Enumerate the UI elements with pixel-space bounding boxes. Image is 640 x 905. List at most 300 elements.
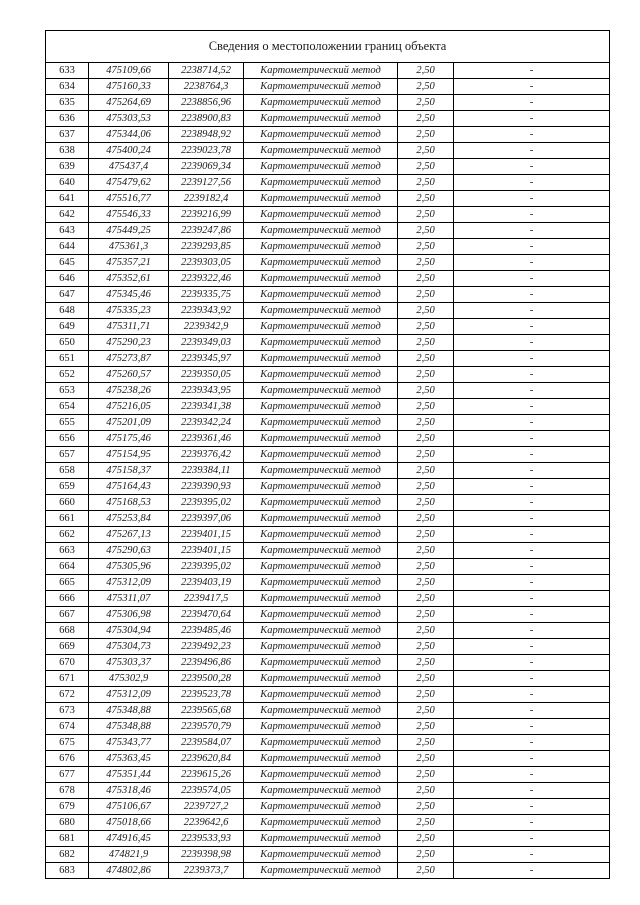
- coord-y-cell: 2238948,92: [169, 127, 244, 143]
- coord-x-cell: 475437,4: [89, 159, 169, 175]
- description-cell: -: [454, 79, 610, 95]
- table-row: [46, 511, 610, 527]
- description-cell: -: [454, 383, 610, 399]
- point-number-cell: 637: [46, 127, 89, 143]
- description-cell: -: [454, 735, 610, 751]
- coord-y-cell: 2239322,46: [169, 271, 244, 287]
- coord-x-cell: 475264,69: [89, 95, 169, 111]
- accuracy-cell: 2,50: [398, 623, 454, 639]
- coord-y-cell: 2239395,02: [169, 495, 244, 511]
- coord-x-cell: 475168,53: [89, 495, 169, 511]
- method-cell: Картометрический метод: [244, 447, 398, 463]
- coord-y-cell: 2239620,84: [169, 751, 244, 767]
- table-row: [46, 463, 610, 479]
- description-cell: -: [454, 143, 610, 159]
- description-cell: -: [454, 175, 610, 191]
- description-cell: -: [454, 543, 610, 559]
- table-row: [46, 415, 610, 431]
- accuracy-cell: 2,50: [398, 815, 454, 831]
- table-row: [46, 607, 610, 623]
- table-row: [46, 687, 610, 703]
- accuracy-cell: 2,50: [398, 207, 454, 223]
- table-row: [46, 207, 610, 223]
- description-cell: -: [454, 415, 610, 431]
- point-number-cell: 640: [46, 175, 89, 191]
- coord-y-cell: 2239069,34: [169, 159, 244, 175]
- point-number-cell: 669: [46, 639, 89, 655]
- coord-x-cell: 475290,23: [89, 335, 169, 351]
- method-cell: Картометрический метод: [244, 511, 398, 527]
- table-row: [46, 655, 610, 671]
- table-body: [46, 63, 610, 879]
- point-number-cell: 663: [46, 543, 89, 559]
- description-cell: -: [454, 591, 610, 607]
- coord-x-cell: 475311,71: [89, 319, 169, 335]
- accuracy-cell: 2,50: [398, 367, 454, 383]
- table-row: [46, 255, 610, 271]
- method-cell: Картометрический метод: [244, 111, 398, 127]
- table-row: [46, 847, 610, 863]
- description-cell: -: [454, 575, 610, 591]
- point-number-cell: 645: [46, 255, 89, 271]
- accuracy-cell: 2,50: [398, 863, 454, 879]
- accuracy-cell: 2,50: [398, 559, 454, 575]
- description-cell: -: [454, 687, 610, 703]
- method-cell: Картометрический метод: [244, 751, 398, 767]
- description-cell: -: [454, 479, 610, 495]
- accuracy-cell: 2,50: [398, 111, 454, 127]
- point-number-cell: 634: [46, 79, 89, 95]
- method-cell: Картометрический метод: [244, 735, 398, 751]
- description-cell: -: [454, 239, 610, 255]
- point-number-cell: 660: [46, 495, 89, 511]
- table-row: [46, 719, 610, 735]
- coord-x-cell: 475352,61: [89, 271, 169, 287]
- coord-y-cell: 2239343,95: [169, 383, 244, 399]
- description-cell: -: [454, 607, 610, 623]
- method-cell: Картометрический метод: [244, 479, 398, 495]
- point-number-cell: 633: [46, 63, 89, 79]
- method-cell: Картометрический метод: [244, 607, 398, 623]
- table-row: [46, 863, 610, 879]
- coord-y-cell: 2239523,78: [169, 687, 244, 703]
- table-row: [46, 111, 610, 127]
- description-cell: -: [454, 159, 610, 175]
- point-number-cell: 639: [46, 159, 89, 175]
- description-cell: -: [454, 751, 610, 767]
- table-row: [46, 159, 610, 175]
- coord-x-cell: 475106,67: [89, 799, 169, 815]
- accuracy-cell: 2,50: [398, 335, 454, 351]
- accuracy-cell: 2,50: [398, 479, 454, 495]
- method-cell: Картометрический метод: [244, 463, 398, 479]
- point-number-cell: 683: [46, 863, 89, 879]
- accuracy-cell: 2,50: [398, 431, 454, 447]
- coord-x-cell: 475546,33: [89, 207, 169, 223]
- coord-y-cell: 2239615,26: [169, 767, 244, 783]
- accuracy-cell: 2,50: [398, 191, 454, 207]
- coord-x-cell: 475164,43: [89, 479, 169, 495]
- point-number-cell: 656: [46, 431, 89, 447]
- coord-y-cell: 2239496,86: [169, 655, 244, 671]
- coord-y-cell: 2239390,93: [169, 479, 244, 495]
- coord-y-cell: 2239500,28: [169, 671, 244, 687]
- coord-x-cell: 475109,66: [89, 63, 169, 79]
- description-cell: -: [454, 847, 610, 863]
- table-row: [46, 239, 610, 255]
- method-cell: Картометрический метод: [244, 623, 398, 639]
- coord-x-cell: 475201,09: [89, 415, 169, 431]
- coord-x-cell: 475160,33: [89, 79, 169, 95]
- coord-y-cell: 2239343,92: [169, 303, 244, 319]
- accuracy-cell: 2,50: [398, 735, 454, 751]
- coord-y-cell: 2239345,97: [169, 351, 244, 367]
- table-row: [46, 63, 610, 79]
- coord-x-cell: 475158,37: [89, 463, 169, 479]
- table-row: [46, 623, 610, 639]
- point-number-cell: 648: [46, 303, 89, 319]
- description-cell: -: [454, 639, 610, 655]
- table-row: [46, 143, 610, 159]
- table-row: [46, 303, 610, 319]
- table-row: [46, 799, 610, 815]
- point-number-cell: 681: [46, 831, 89, 847]
- description-cell: -: [454, 351, 610, 367]
- coord-x-cell: 475267,13: [89, 527, 169, 543]
- method-cell: Картометрический метод: [244, 719, 398, 735]
- description-cell: -: [454, 703, 610, 719]
- accuracy-cell: 2,50: [398, 383, 454, 399]
- method-cell: Картометрический метод: [244, 703, 398, 719]
- accuracy-cell: 2,50: [398, 319, 454, 335]
- point-number-cell: 650: [46, 335, 89, 351]
- coord-y-cell: 2239403,19: [169, 575, 244, 591]
- coord-y-cell: 2239247,86: [169, 223, 244, 239]
- point-number-cell: 677: [46, 767, 89, 783]
- description-cell: -: [454, 191, 610, 207]
- accuracy-cell: 2,50: [398, 127, 454, 143]
- point-number-cell: 642: [46, 207, 89, 223]
- coord-x-cell: 475345,46: [89, 287, 169, 303]
- point-number-cell: 680: [46, 815, 89, 831]
- accuracy-cell: 2,50: [398, 271, 454, 287]
- coord-y-cell: 2239350,05: [169, 367, 244, 383]
- coord-x-cell: 475306,98: [89, 607, 169, 623]
- description-cell: -: [454, 767, 610, 783]
- coord-x-cell: 475303,37: [89, 655, 169, 671]
- method-cell: Картометрический метод: [244, 863, 398, 879]
- description-cell: -: [454, 527, 610, 543]
- table-row: [46, 703, 610, 719]
- coord-x-cell: 475290,63: [89, 543, 169, 559]
- method-cell: Картометрический метод: [244, 831, 398, 847]
- description-cell: -: [454, 799, 610, 815]
- table-row: [46, 479, 610, 495]
- point-number-cell: 674: [46, 719, 89, 735]
- method-cell: Картометрический метод: [244, 63, 398, 79]
- coord-x-cell: 475216,05: [89, 399, 169, 415]
- accuracy-cell: 2,50: [398, 79, 454, 95]
- coord-x-cell: 475238,26: [89, 383, 169, 399]
- accuracy-cell: 2,50: [398, 175, 454, 191]
- description-cell: -: [454, 95, 610, 111]
- point-number-cell: 654: [46, 399, 89, 415]
- point-number-cell: 666: [46, 591, 89, 607]
- method-cell: Картометрический метод: [244, 495, 398, 511]
- accuracy-cell: 2,50: [398, 671, 454, 687]
- table-row: [46, 591, 610, 607]
- coord-y-cell: 2239303,05: [169, 255, 244, 271]
- point-number-cell: 643: [46, 223, 89, 239]
- coord-x-cell: 475479,62: [89, 175, 169, 191]
- table-row: [46, 319, 610, 335]
- method-cell: Картометрический метод: [244, 687, 398, 703]
- method-cell: Картометрический метод: [244, 127, 398, 143]
- method-cell: Картометрический метод: [244, 287, 398, 303]
- method-cell: Картометрический метод: [244, 799, 398, 815]
- table-row: [46, 815, 610, 831]
- coord-y-cell: 2239642,6: [169, 815, 244, 831]
- point-number-cell: 679: [46, 799, 89, 815]
- coord-x-cell: 475312,09: [89, 687, 169, 703]
- table-row: [46, 351, 610, 367]
- description-cell: -: [454, 655, 610, 671]
- accuracy-cell: 2,50: [398, 415, 454, 431]
- accuracy-cell: 2,50: [398, 847, 454, 863]
- method-cell: Картометрический метод: [244, 95, 398, 111]
- accuracy-cell: 2,50: [398, 239, 454, 255]
- coord-y-cell: 2239216,99: [169, 207, 244, 223]
- method-cell: Картометрический метод: [244, 655, 398, 671]
- point-number-cell: 675: [46, 735, 89, 751]
- coord-x-cell: 475363,45: [89, 751, 169, 767]
- description-cell: -: [454, 447, 610, 463]
- accuracy-cell: 2,50: [398, 783, 454, 799]
- coord-x-cell: 475348,88: [89, 703, 169, 719]
- point-number-cell: 664: [46, 559, 89, 575]
- table-row: [46, 639, 610, 655]
- accuracy-cell: 2,50: [398, 143, 454, 159]
- coord-y-cell: 2238714,52: [169, 63, 244, 79]
- method-cell: Картометрический метод: [244, 207, 398, 223]
- table-row: [46, 367, 610, 383]
- coord-y-cell: 2239398,98: [169, 847, 244, 863]
- table-row: [46, 95, 610, 111]
- method-cell: Картометрический метод: [244, 559, 398, 575]
- description-cell: -: [454, 367, 610, 383]
- coord-y-cell: 2239417,5: [169, 591, 244, 607]
- method-cell: Картометрический метод: [244, 575, 398, 591]
- accuracy-cell: 2,50: [398, 463, 454, 479]
- method-cell: Картометрический метод: [244, 335, 398, 351]
- coord-x-cell: 475335,23: [89, 303, 169, 319]
- coord-y-cell: 2239373,7: [169, 863, 244, 879]
- method-cell: Картометрический метод: [244, 815, 398, 831]
- coord-x-cell: 475343,77: [89, 735, 169, 751]
- coord-x-cell: 475305,96: [89, 559, 169, 575]
- accuracy-cell: 2,50: [398, 655, 454, 671]
- coord-x-cell: 475018,66: [89, 815, 169, 831]
- coord-x-cell: 475361,3: [89, 239, 169, 255]
- coord-x-cell: 475273,87: [89, 351, 169, 367]
- table-row: [46, 335, 610, 351]
- description-cell: -: [454, 319, 610, 335]
- table-row: [46, 559, 610, 575]
- method-cell: Картометрический метод: [244, 527, 398, 543]
- coord-y-cell: 2239376,42: [169, 447, 244, 463]
- description-cell: -: [454, 255, 610, 271]
- table-row: [46, 287, 610, 303]
- coord-y-cell: 2239023,78: [169, 143, 244, 159]
- table-row: [46, 271, 610, 287]
- method-cell: Картометрический метод: [244, 271, 398, 287]
- point-number-cell: 682: [46, 847, 89, 863]
- description-cell: -: [454, 863, 610, 879]
- coord-x-cell: 475303,53: [89, 111, 169, 127]
- accuracy-cell: 2,50: [398, 447, 454, 463]
- point-number-cell: 655: [46, 415, 89, 431]
- point-number-cell: 652: [46, 367, 89, 383]
- coord-y-cell: 2238764,3: [169, 79, 244, 95]
- coord-y-cell: 2239361,46: [169, 431, 244, 447]
- point-number-cell: 657: [46, 447, 89, 463]
- coord-x-cell: 475175,46: [89, 431, 169, 447]
- coord-y-cell: 2239533,93: [169, 831, 244, 847]
- coord-x-cell: 474916,45: [89, 831, 169, 847]
- table-row: [46, 751, 610, 767]
- method-cell: Картометрический метод: [244, 543, 398, 559]
- point-number-cell: 673: [46, 703, 89, 719]
- description-cell: -: [454, 511, 610, 527]
- coord-y-cell: 2239401,15: [169, 527, 244, 543]
- coord-y-cell: 2239570,79: [169, 719, 244, 735]
- coord-y-cell: 2239492,23: [169, 639, 244, 655]
- accuracy-cell: 2,50: [398, 159, 454, 175]
- method-cell: Картометрический метод: [244, 415, 398, 431]
- description-cell: -: [454, 719, 610, 735]
- description-cell: -: [454, 287, 610, 303]
- method-cell: Картометрический метод: [244, 671, 398, 687]
- accuracy-cell: 2,50: [398, 575, 454, 591]
- coord-x-cell: 474821,9: [89, 847, 169, 863]
- coord-y-cell: 2239293,85: [169, 239, 244, 255]
- description-cell: -: [454, 463, 610, 479]
- coord-y-cell: 2239485,46: [169, 623, 244, 639]
- method-cell: Картометрический метод: [244, 239, 398, 255]
- description-cell: -: [454, 399, 610, 415]
- description-cell: -: [454, 335, 610, 351]
- point-number-cell: 644: [46, 239, 89, 255]
- point-number-cell: 665: [46, 575, 89, 591]
- accuracy-cell: 2,50: [398, 223, 454, 239]
- accuracy-cell: 2,50: [398, 719, 454, 735]
- accuracy-cell: 2,50: [398, 351, 454, 367]
- coord-y-cell: 2239384,11: [169, 463, 244, 479]
- method-cell: Картометрический метод: [244, 783, 398, 799]
- description-cell: -: [454, 127, 610, 143]
- method-cell: Картометрический метод: [244, 399, 398, 415]
- method-cell: Картометрический метод: [244, 79, 398, 95]
- accuracy-cell: 2,50: [398, 63, 454, 79]
- table-row: [46, 431, 610, 447]
- accuracy-cell: 2,50: [398, 639, 454, 655]
- coord-x-cell: 475357,21: [89, 255, 169, 271]
- description-cell: -: [454, 559, 610, 575]
- accuracy-cell: 2,50: [398, 543, 454, 559]
- boundary-table: [45, 30, 610, 879]
- method-cell: Картометрический метод: [244, 159, 398, 175]
- method-cell: Картометрический метод: [244, 351, 398, 367]
- table-row: [46, 127, 610, 143]
- point-number-cell: 671: [46, 671, 89, 687]
- coord-y-cell: 2239565,68: [169, 703, 244, 719]
- table-row: [46, 543, 610, 559]
- point-number-cell: 672: [46, 687, 89, 703]
- accuracy-cell: 2,50: [398, 591, 454, 607]
- coord-y-cell: 2238856,96: [169, 95, 244, 111]
- coord-x-cell: 475318,46: [89, 783, 169, 799]
- description-cell: -: [454, 303, 610, 319]
- point-number-cell: 635: [46, 95, 89, 111]
- coord-y-cell: 2238900,83: [169, 111, 244, 127]
- coord-y-cell: 2239401,15: [169, 543, 244, 559]
- method-cell: Картометрический метод: [244, 223, 398, 239]
- table-row: [46, 767, 610, 783]
- coord-y-cell: 2239335,75: [169, 287, 244, 303]
- coord-x-cell: 475516,77: [89, 191, 169, 207]
- table-title: Сведения о местоположении границ объекта: [46, 31, 610, 63]
- accuracy-cell: 2,50: [398, 831, 454, 847]
- coord-y-cell: 2239342,24: [169, 415, 244, 431]
- accuracy-cell: 2,50: [398, 399, 454, 415]
- table-row: [46, 383, 610, 399]
- accuracy-cell: 2,50: [398, 527, 454, 543]
- table-row: [46, 175, 610, 191]
- coord-y-cell: 2239182,4: [169, 191, 244, 207]
- accuracy-cell: 2,50: [398, 607, 454, 623]
- coord-x-cell: 474802,86: [89, 863, 169, 879]
- accuracy-cell: 2,50: [398, 511, 454, 527]
- accuracy-cell: 2,50: [398, 303, 454, 319]
- point-number-cell: 676: [46, 751, 89, 767]
- coord-x-cell: 475449,25: [89, 223, 169, 239]
- accuracy-cell: 2,50: [398, 751, 454, 767]
- point-number-cell: 659: [46, 479, 89, 495]
- description-cell: -: [454, 111, 610, 127]
- coord-y-cell: 2239341,38: [169, 399, 244, 415]
- method-cell: Картометрический метод: [244, 767, 398, 783]
- table-row: [46, 831, 610, 847]
- method-cell: Картометрический метод: [244, 367, 398, 383]
- accuracy-cell: 2,50: [398, 687, 454, 703]
- table-row: [46, 575, 610, 591]
- description-cell: -: [454, 207, 610, 223]
- point-number-cell: 641: [46, 191, 89, 207]
- coord-y-cell: 2239470,64: [169, 607, 244, 623]
- table-row: [46, 191, 610, 207]
- accuracy-cell: 2,50: [398, 287, 454, 303]
- coord-y-cell: 2239342,9: [169, 319, 244, 335]
- description-cell: -: [454, 223, 610, 239]
- table-row: [46, 399, 610, 415]
- description-cell: -: [454, 783, 610, 799]
- accuracy-cell: 2,50: [398, 767, 454, 783]
- coord-x-cell: 475304,73: [89, 639, 169, 655]
- method-cell: Картометрический метод: [244, 639, 398, 655]
- description-cell: -: [454, 831, 610, 847]
- method-cell: Картометрический метод: [244, 383, 398, 399]
- point-number-cell: 661: [46, 511, 89, 527]
